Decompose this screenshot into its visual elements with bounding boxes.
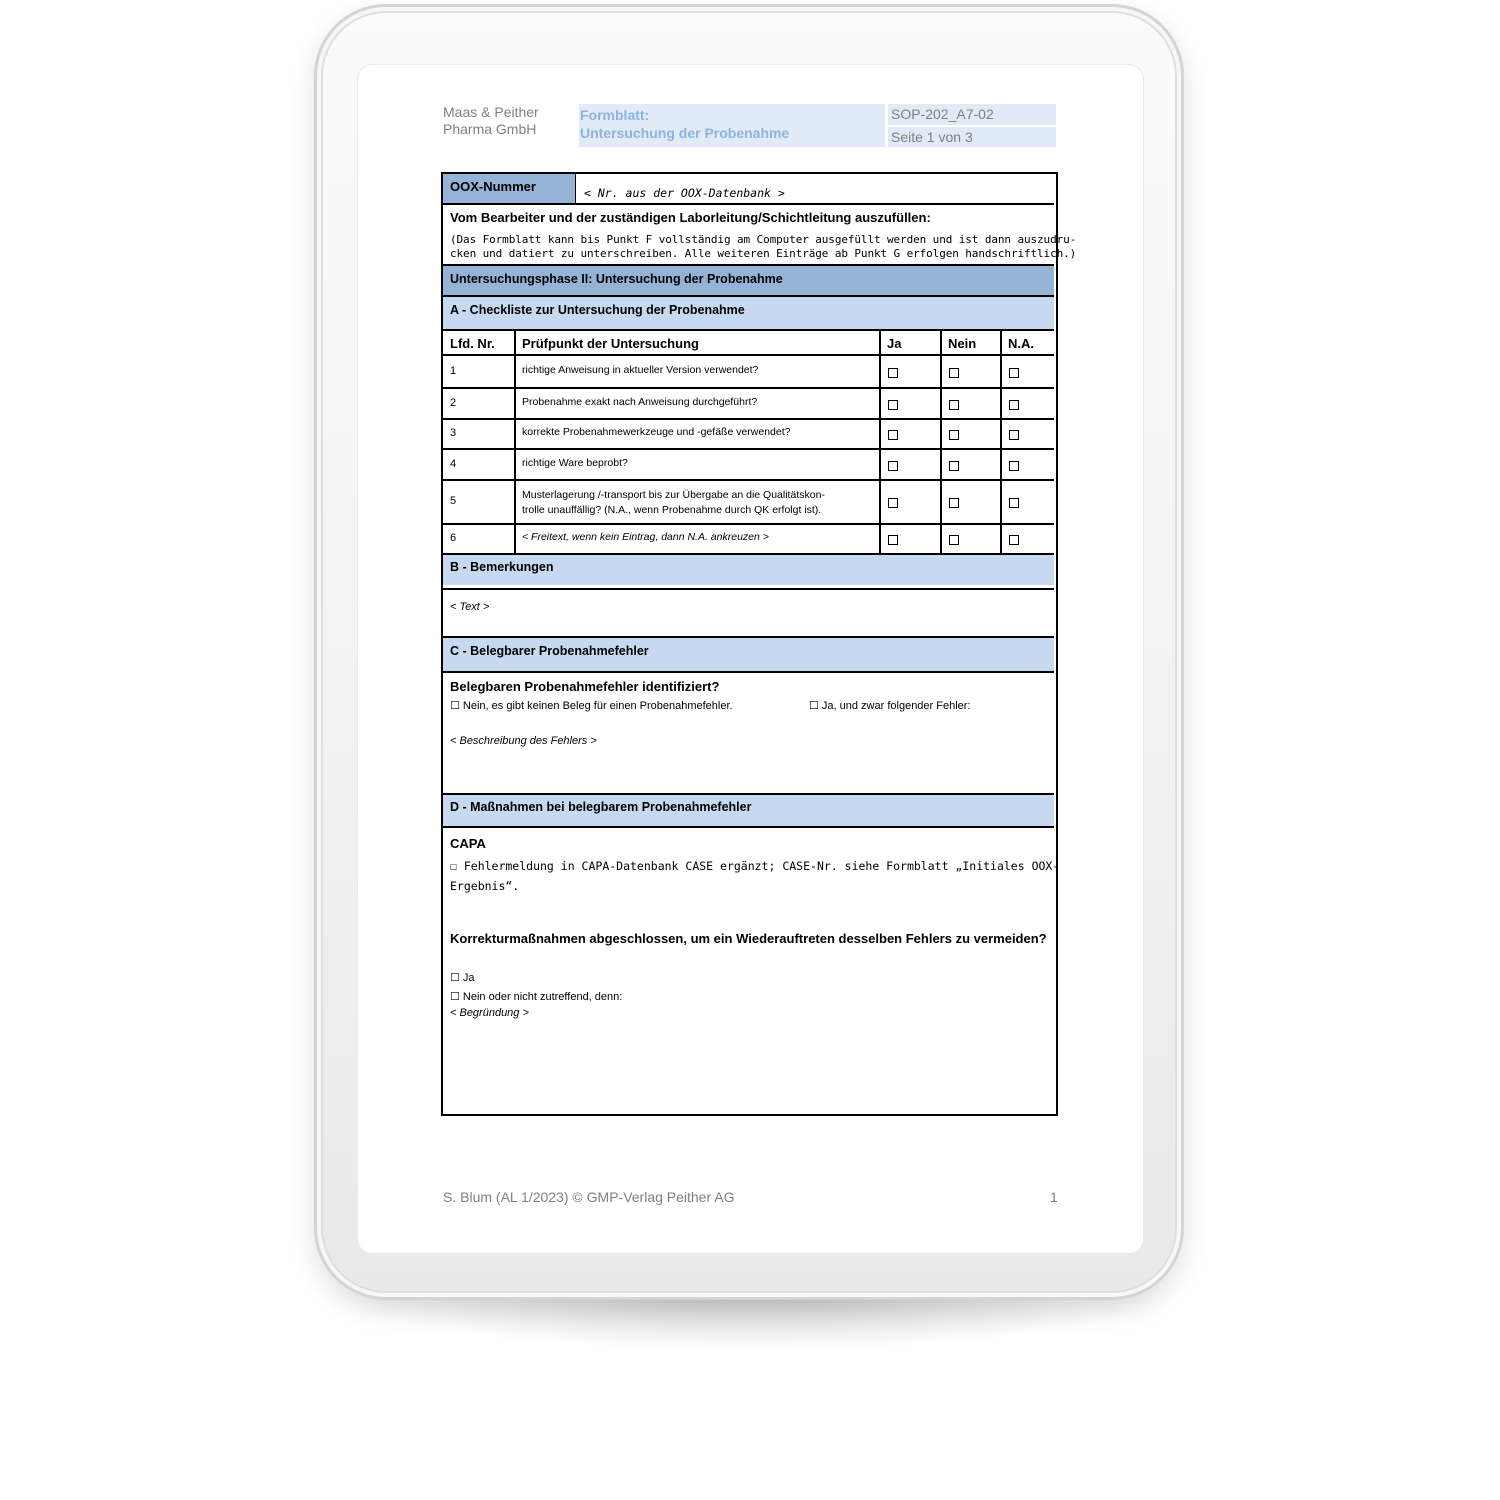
row-divider xyxy=(443,418,1054,420)
divider xyxy=(443,671,1054,673)
checkbox-nein[interactable] xyxy=(949,498,959,508)
row-number: 3 xyxy=(450,427,457,439)
divider xyxy=(443,826,1054,828)
row-number: 1 xyxy=(450,365,457,377)
corrective-option-no[interactable]: ☐ Nein oder nicht zutreffend, denn: xyxy=(450,991,623,1003)
checkbox-nein[interactable] xyxy=(949,461,959,471)
divider xyxy=(443,203,1054,205)
intro-note-line-1: (Das Formblatt kann bis Punkt F vollständig am Computer ausgefüllt werden und ist dann auszudru- xyxy=(450,233,1077,246)
section-c-title: C - Belegbarer Probenahmefehler xyxy=(450,644,649,658)
checkbox-na[interactable] xyxy=(1009,535,1019,545)
footer-copyright: S. Blum (AL 1/2023) © GMP-Verlag Peither AG xyxy=(443,1189,735,1205)
company-line-1: Maas & Peither xyxy=(443,104,539,120)
oox-divider xyxy=(575,174,576,204)
intro-heading: Vom Bearbeiter und der zuständigen Laborleitung/Schichtleitung auszufüllen: xyxy=(450,210,931,225)
checkbox-ja[interactable] xyxy=(888,430,898,440)
corrective-option-yes[interactable]: ☐ Ja xyxy=(450,972,475,984)
checkpoint-text: < Freitext, wenn kein Eintrag, dann N.A. ankreuzen > xyxy=(522,531,769,543)
divider xyxy=(443,329,1054,331)
row-divider xyxy=(443,354,1054,356)
footer-page-number: 1 xyxy=(1050,1189,1058,1205)
checkbox-nein[interactable] xyxy=(949,430,959,440)
section-c-question: Belegbaren Probenahmefehler identifiziert? xyxy=(450,679,720,694)
checkbox-nein[interactable] xyxy=(949,400,959,410)
capa-heading: CAPA xyxy=(450,836,486,851)
row-number: 4 xyxy=(450,458,457,470)
checkbox-nein[interactable] xyxy=(949,535,959,545)
checkbox-ja[interactable] xyxy=(888,535,898,545)
row-divider xyxy=(443,523,1054,525)
checkbox-na[interactable] xyxy=(1009,400,1019,410)
section-b-title: B - Bemerkungen xyxy=(450,560,554,574)
checkbox-ja[interactable] xyxy=(888,461,898,471)
row-number: 5 xyxy=(450,495,457,507)
row-number: 6 xyxy=(450,532,457,544)
checkbox-na[interactable] xyxy=(1009,461,1019,471)
capa-checkbox-line-2: Ergebnis“. xyxy=(450,879,520,893)
column-header: N.A. xyxy=(1008,336,1034,351)
column-divider xyxy=(1000,331,1002,553)
row-divider xyxy=(443,387,1054,389)
row-number: 2 xyxy=(450,397,457,409)
checkbox-na[interactable] xyxy=(1009,368,1019,378)
capa-checkbox-line-1[interactable]: ☐ Fehlermeldung in CAPA-Datenbank CASE ergänzt; CASE-Nr. siehe Formblatt „Initiales OOX- xyxy=(450,859,1060,873)
column-header: Ja xyxy=(887,336,902,351)
checkpoint-text: korrekte Probenahmewerkzeuge und -gefäße verwendet? xyxy=(522,426,791,438)
oox-label: OOX-Nummer xyxy=(450,179,536,194)
company-name xyxy=(443,104,575,138)
column-divider xyxy=(879,331,881,553)
row-divider xyxy=(443,448,1054,450)
row-divider xyxy=(443,479,1054,481)
form-title: Untersuchung der Probenahme xyxy=(580,125,790,141)
option-yes-error[interactable]: ☐ Ja, und zwar folgender Fehler: xyxy=(809,700,971,712)
checkbox-na[interactable] xyxy=(1009,498,1019,508)
column-header: Prüfpunkt der Untersuchung xyxy=(522,336,699,351)
divider xyxy=(443,588,1054,590)
phase-title: Untersuchungsphase II: Untersuchung der Probenahme xyxy=(450,272,783,286)
intro-note-line-2: cken und datiert zu unterschreiben. Alle weiteren Einträge ab Punkt G erfolgen handschriftlich.) xyxy=(450,247,1077,260)
error-description-field[interactable]: < Beschreibung des Fehlers > xyxy=(450,735,597,747)
checkpoint-text: Probenahme exakt nach Anweisung durchgeführt? xyxy=(522,396,758,408)
checkbox-ja[interactable] xyxy=(888,368,898,378)
checkpoint-text: richtige Ware beprobt? xyxy=(522,457,628,469)
company-line-2: Pharma GmbH xyxy=(443,121,537,137)
checkpoint-text: richtige Anweisung in aktueller Version verwendet? xyxy=(522,364,759,376)
oox-number-field[interactable]: < Nr. aus der OOX-Datenbank > xyxy=(584,186,785,200)
column-divider xyxy=(940,331,942,553)
column-header: Lfd. Nr. xyxy=(450,336,495,351)
checkpoint-text: Musterlagerung /-transport bis zur Übergabe an die Qualitätskon- xyxy=(522,489,825,501)
checkbox-ja[interactable] xyxy=(888,498,898,508)
corrective-question: Korrekturmaßnahmen abgeschlossen, um ein Wiederauftreten desselben Fehlers zu vermeiden? xyxy=(450,931,1047,946)
checkbox-ja[interactable] xyxy=(888,400,898,410)
document-id: SOP-202_A7-02 xyxy=(891,106,994,122)
justification-field[interactable]: < Begründung > xyxy=(450,1007,529,1019)
checkbox-nein[interactable] xyxy=(949,368,959,378)
form-label: Formblatt: xyxy=(580,107,650,123)
section-a-title: A - Checkliste zur Untersuchung der Probenahme xyxy=(450,303,745,317)
section-d-title: D - Maßnahmen bei belegbarem Probenahmefehler xyxy=(450,800,752,814)
column-divider xyxy=(514,331,516,553)
checkpoint-text-line-2: trolle unauffällig? (N.A., wenn Probenahme durch QK erfolgt ist). xyxy=(522,504,822,516)
remarks-field[interactable]: < Text > xyxy=(450,601,490,613)
checkbox-na[interactable] xyxy=(1009,430,1019,440)
column-header: Nein xyxy=(948,336,977,351)
page-info: Seite 1 von 3 xyxy=(891,129,973,145)
option-no-error[interactable]: ☐ Nein, es gibt keinen Beleg für einen Probenahmefehler. xyxy=(450,700,733,712)
